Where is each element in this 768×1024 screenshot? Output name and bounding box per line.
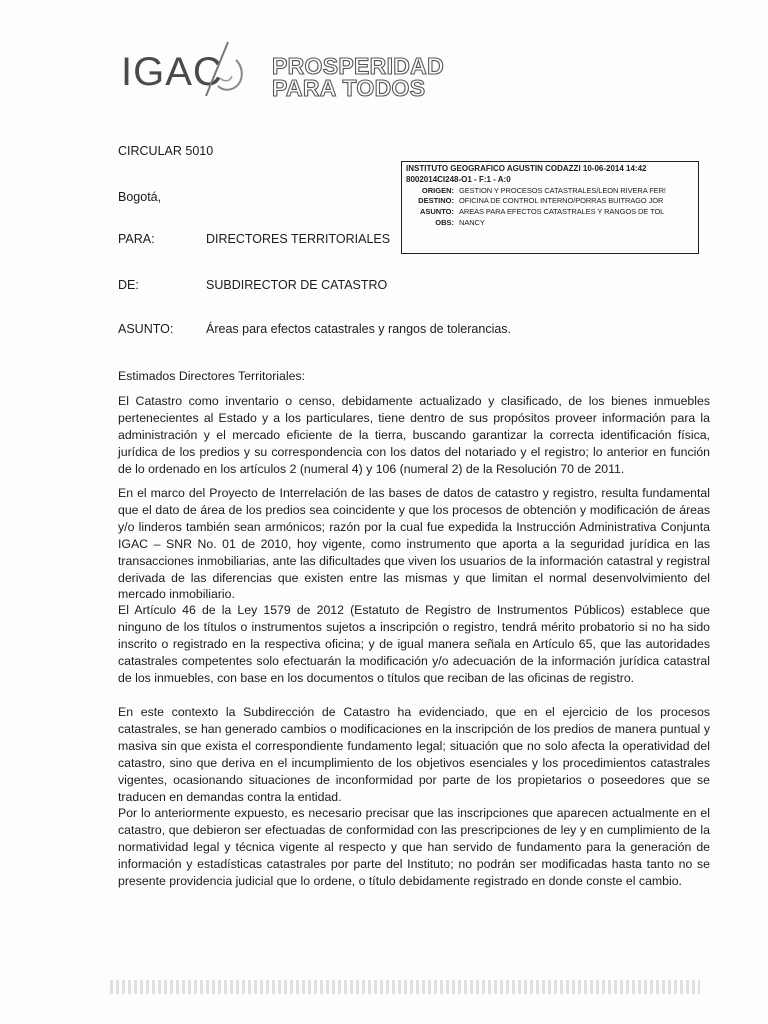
registration-stamp (401, 161, 699, 254)
para-label: PARA: (118, 232, 155, 246)
stamp-destino-label: DESTINO: (418, 196, 454, 206)
prosperidad-logo (272, 55, 444, 99)
stamp-origen-label: ORIGEN: (421, 185, 454, 195)
slogan-line-1: PROSPERIDAD (272, 53, 444, 79)
paragraph-1: El Catastro como inventario o censo, debidamente actualizado y clasificado, de los bienes inmuebles pertenecientes al Estado y a los particulares, tiene dentro de sus propósitos proveer información para la administración y el mercado eficiente de la tierra, buscando garantizar la correcta identificación física, jurídica de los predios y su correspondencia con los datos del notariado y el registro; lo anterior en función de lo ordenado en los artículos 2 (numeral 4) y 106 (numeral 2) de la Resolución 70 de 2011. (118, 394, 710, 476)
de-value: SUBDIRECTOR DE CATASTRO (206, 278, 388, 292)
slogan-line-2: PARA TODOS (272, 75, 426, 101)
asunto-label: ASUNTO: (118, 322, 174, 336)
stamp-asunto-value: AREAS PARA EFECTOS CATASTRALES Y RANGOS DE TOL (459, 207, 665, 217)
igac-logo: IGAC (121, 50, 223, 94)
stamp-destino-value: OFICINA DE CONTROL INTERNO/PORRAS BUITRAGO JOR (459, 196, 664, 206)
city-line: Bogotá, (118, 190, 162, 204)
paragraph-3: El Artículo 46 de la Ley 1579 de 2012 (Estatuto de Registro de Instrumentos Públicos) establece que ninguno de los títulos o instrumentos sujetos a inscripción o registro, tendrá mérito probatorio si no ha sido inscrito o registrado en la respectiva oficina; y de igual manera señala en Artículo 65, que las autoridades catastrales competentes solo efectuarán la modificación y/o adecuación de la información jurídica catastral de los inmuebles, con base en los documentos o títulos que reciban de las oficinas de registro. (118, 603, 710, 685)
stamp-asunto-label: ASUNTO: (419, 207, 454, 217)
circular-number: CIRCULAR 5010 (118, 144, 214, 158)
igac-emblem-icon (200, 40, 250, 100)
stamp-obs-value: NANCY (459, 217, 485, 227)
paragraph-4: En este contexto la Subdirección de Catastro ha evidenciado, que en el ejercicio de los procesos catastrales, se han generado cambios o modificaciones en la inscripción de los predios de manera puntual y masiva sin que exista el correspondiente fundamento legal; situación que no solo afecta la operatividad del catastro, sino que deriva en el incumplimiento de los objetivos esenciales y los procedimientos catastrales vigentes, ocasionando situaciones de inconformidad por parte de los propietarios o poseedores que se traducen en demandas contra la entidad. (118, 705, 710, 804)
asunto-value: Áreas para efectos catastrales y rangos de tolerancias. (206, 322, 512, 336)
stamp-institution-line: INSTITUTO GEOGRAFICO AGUSTIN CODAZZI 10-06-2014 14:42 (406, 164, 647, 173)
stamp-radicado-line: 8002014CI248-O1 - F:1 - A:0 (406, 174, 511, 184)
scan-footer-smudge (110, 980, 700, 994)
paragraph-2: En el marco del Proyecto de Interrelación de las bases de datos de catastro y registro, resulta fundamental que el dato de área de los predios sea coincidente y que los procesos de obtención y modificación de áreas y/o linderos también sean armónicos; razón por la cual fue expedida la Instrucción Administrativa Conjunta IGAC – SNR No. 01 de 2010, hoy vigente, como instrumento que aporta a la seguridad jurídica en las transacciones inmobiliarias, ante las dificultades que viven los usuarios de la información catastral y registral derivada de las diferencias que existen entre las mismas y que limitan el normal desenvolvimiento del mercado inmobiliario. (118, 486, 710, 602)
stamp-obs-row (406, 218, 694, 229)
stamp-destino-row (406, 196, 694, 207)
para-value: DIRECTORES TERRITORIALES (206, 232, 391, 246)
stamp-obs-label: OBS: (435, 217, 454, 227)
stamp-origen-value: GESTION Y PROCESOS CATASTRALES/LEON RIVERA FER! (459, 185, 666, 195)
greeting: Estimados Directores Territoriales: (118, 369, 306, 383)
stamp-origen-row (406, 186, 694, 197)
de-label: DE: (118, 278, 139, 292)
paragraph-5: Por lo anteriormente expuesto, es necesario precisar que las inscripciones que aparecen actualmente en el catastro, que debieron ser efectuadas de conformidad con las prescripciones de ley y en cumplimiento de la normatividad legal y técnica vigente al respecto y que han servido de fundamento para la generación de información y estadísticas catastrales por parte del Instituto; no podrán ser modificadas hasta tanto no se presente providencia judicial que lo ordene, o título debidamente registrado en donde conste el cambio. (118, 806, 710, 888)
stamp-asunto-row (406, 207, 694, 218)
